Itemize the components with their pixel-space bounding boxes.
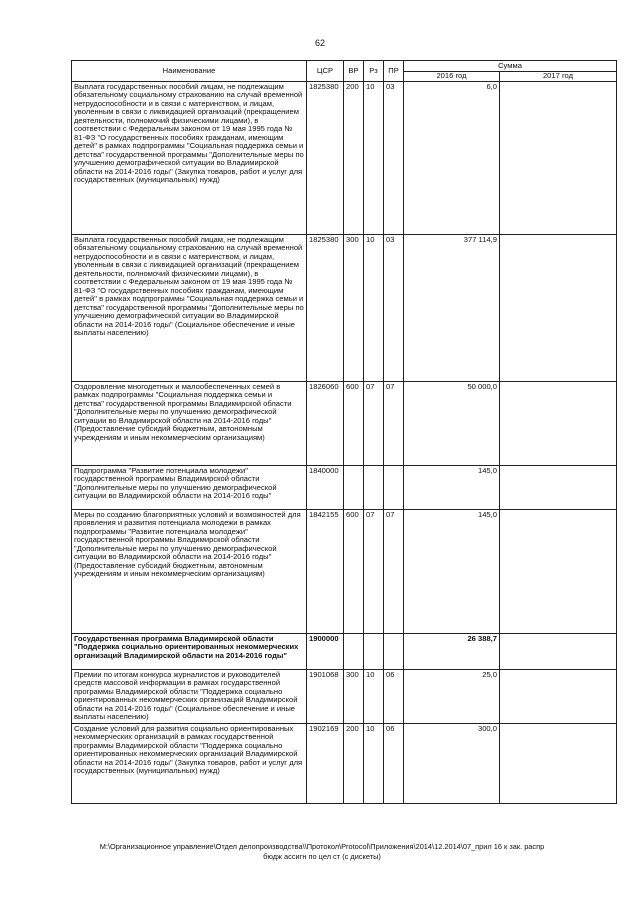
table-row: [72, 465, 617, 509]
row-pr: 06: [384, 723, 404, 803]
row-csr: 1902169: [307, 723, 344, 803]
row-amount-2017: [500, 81, 617, 234]
row-rz: 10: [364, 81, 384, 234]
row-vr: 300: [344, 234, 364, 381]
row-amount-2017: [500, 633, 617, 669]
row-name: Подпрограмма "Развитие потенциала молодежи" государственной программы Владимирской области "Дополнительные меры по улучшению демографической ситуации во Владимирской области на 2014-2016 годы": [72, 465, 307, 509]
footer-line-1: M:\Организационное управление\Отдел делопроизводства\\Протокол\Protocol\Приложения\2014\12.2014\07_прил 16 к зак. распр: [99, 842, 545, 851]
row-amount-2017: [500, 723, 617, 803]
row-vr: 300: [344, 669, 364, 723]
row-csr: 1900000: [307, 633, 344, 669]
row-amount-2016: 145,0: [404, 509, 500, 633]
row-name: Создание условий для развития социально ориентированных некоммерческих организаций в рамках государственной программы Владимирской области "Поддержка социально ориентированных некоммерческих организаций Владимирской области на 2014-2016 годы" (Закупка товаров, работ и услуг для государственных (муниципальных) нужд): [72, 723, 307, 803]
table-row: [72, 381, 617, 465]
table-row: [72, 633, 617, 669]
row-rz: [364, 633, 384, 669]
row-rz: 10: [364, 234, 384, 381]
row-rz: 07: [364, 381, 384, 465]
row-name: Выплата государственных пособий лицам, не подлежащим обязательному социальному страхованию на случай временной нетрудоспособности и в связи с материнством, и лицам, уволенным в связи с ликвидацией организаций (прекращением деятельности, полномочий физическими лицами), в соответствии с Федеральным законом от 19 мая 1995 года № 81-ФЗ "О государственных пособиях гражданам, имеющим детей" в рамках подпрограммы "Социальная поддержка семьи и детства" государственной программы "Дополнительные меры по улучшению демографической ситуации во Владимирской области на 2014-2016 годы" (Социальное обеспечение и иные выплаты населению): [72, 234, 307, 381]
row-name: Меры по созданию благоприятных условий и возможностей для проявления и развития потенциала молодежи в рамках подпрограммы "Развитие потенциала молодежи" государственной программы Владимирской области "Дополнительные меры по улучшению демографической ситуации во Владимирской области на 2014-2016 годы" (Предоставление субсидий бюджетным, автономным учреждениям и иным некоммерческим организациям): [72, 509, 307, 633]
budget-table: [71, 60, 617, 804]
row-vr: 600: [344, 381, 364, 465]
row-amount-2016: 300,0: [404, 723, 500, 803]
row-amount-2017: [500, 234, 617, 381]
row-pr: 03: [384, 234, 404, 381]
row-name: Премии по итогам конкурса журналистов и руководителей средств массовой информации в рамках государственной программы Владимирской области "Поддержка социально ориентированных некоммерческих организаций Владимирской области на 2014-2016 годы" (Социальное обеспечение и иные выплаты населению): [72, 669, 307, 723]
row-vr: [344, 465, 364, 509]
header-rz: Рз: [364, 61, 384, 82]
row-amount-2016: 6,0: [404, 81, 500, 234]
header-pr: ПР: [384, 61, 404, 82]
footer-path: [62, 842, 582, 862]
row-csr: 1840000: [307, 465, 344, 509]
row-csr: 1825380: [307, 81, 344, 234]
table-row: [72, 669, 617, 723]
row-csr: 1901068: [307, 669, 344, 723]
header-name: Наименование: [72, 61, 307, 82]
row-vr: 600: [344, 509, 364, 633]
row-name: Оздоровление многодетных и малообеспеченных семей в рамках подпрограммы "Социальная поддержка семьи и детства" государственной программы Владимирской области "Дополнительные меры по улучшению демографической ситуации во Владимирской области на 2014-2016 годы" (Предоставление субсидий бюджетным, автономным учреждениям и иным некоммерческим организациям): [72, 381, 307, 465]
row-amount-2017: [500, 381, 617, 465]
row-pr: 03: [384, 81, 404, 234]
row-rz: 10: [364, 723, 384, 803]
row-csr: 1825380: [307, 234, 344, 381]
row-amount-2016: 25,0: [404, 669, 500, 723]
row-vr: [344, 633, 364, 669]
page-number: 62: [314, 38, 325, 48]
header-csr: ЦСР: [307, 61, 344, 82]
row-pr: [384, 633, 404, 669]
header-vr: ВР: [344, 61, 364, 82]
header-year-2017: 2017 год: [500, 72, 617, 82]
row-vr: 200: [344, 81, 364, 234]
row-amount-2016: 377 114,9: [404, 234, 500, 381]
table-row: [72, 234, 617, 381]
table-row: [72, 81, 617, 234]
row-rz: 10: [364, 669, 384, 723]
footer-line-2: бюдж ассигн по цел ст (с дискеты): [263, 851, 381, 861]
row-rz: [364, 465, 384, 509]
row-name: Выплата государственных пособий лицам, не подлежащим обязательному социальному страхованию на случай временной нетрудоспособности и в связи с материнством, и лицам, уволенным в связи с ликвидацией организаций (прекращением деятельности, полномочий физическими лицами), в соответствии с Федеральным законом от 19 мая 1995 года № 81-ФЗ "О государственных пособиях гражданам, имеющим детей" в рамках подпрограммы "Социальная поддержка семьи и детства" государственной программы "Дополнительные меры по улучшению демографической ситуации во Владимирской области на 2014-2016 годы" (Закупка товаров, работ и услуг для государственных (муниципальных) нужд): [72, 81, 307, 234]
row-pr: 07: [384, 509, 404, 633]
header-sum: Сумма: [404, 61, 617, 72]
row-csr: 1842155: [307, 509, 344, 633]
row-name: Государственная программа Владимирской области "Поддержка социально ориентированных некоммерческих организаций Владимирской области на 2014-2016 годы": [72, 633, 307, 669]
row-amount-2016: 26 388,7: [404, 633, 500, 669]
row-pr: 06: [384, 669, 404, 723]
header-year-2016: 2016 год: [404, 72, 500, 82]
row-pr: [384, 465, 404, 509]
row-csr: 1826060: [307, 381, 344, 465]
table-row: [72, 723, 617, 803]
row-vr: 200: [344, 723, 364, 803]
row-pr: 07: [384, 381, 404, 465]
row-rz: 07: [364, 509, 384, 633]
row-amount-2016: 145,0: [404, 465, 500, 509]
row-amount-2017: [500, 465, 617, 509]
table-row: [72, 509, 617, 633]
row-amount-2016: 50 000,0: [404, 381, 500, 465]
row-amount-2017: [500, 509, 617, 633]
row-amount-2017: [500, 669, 617, 723]
